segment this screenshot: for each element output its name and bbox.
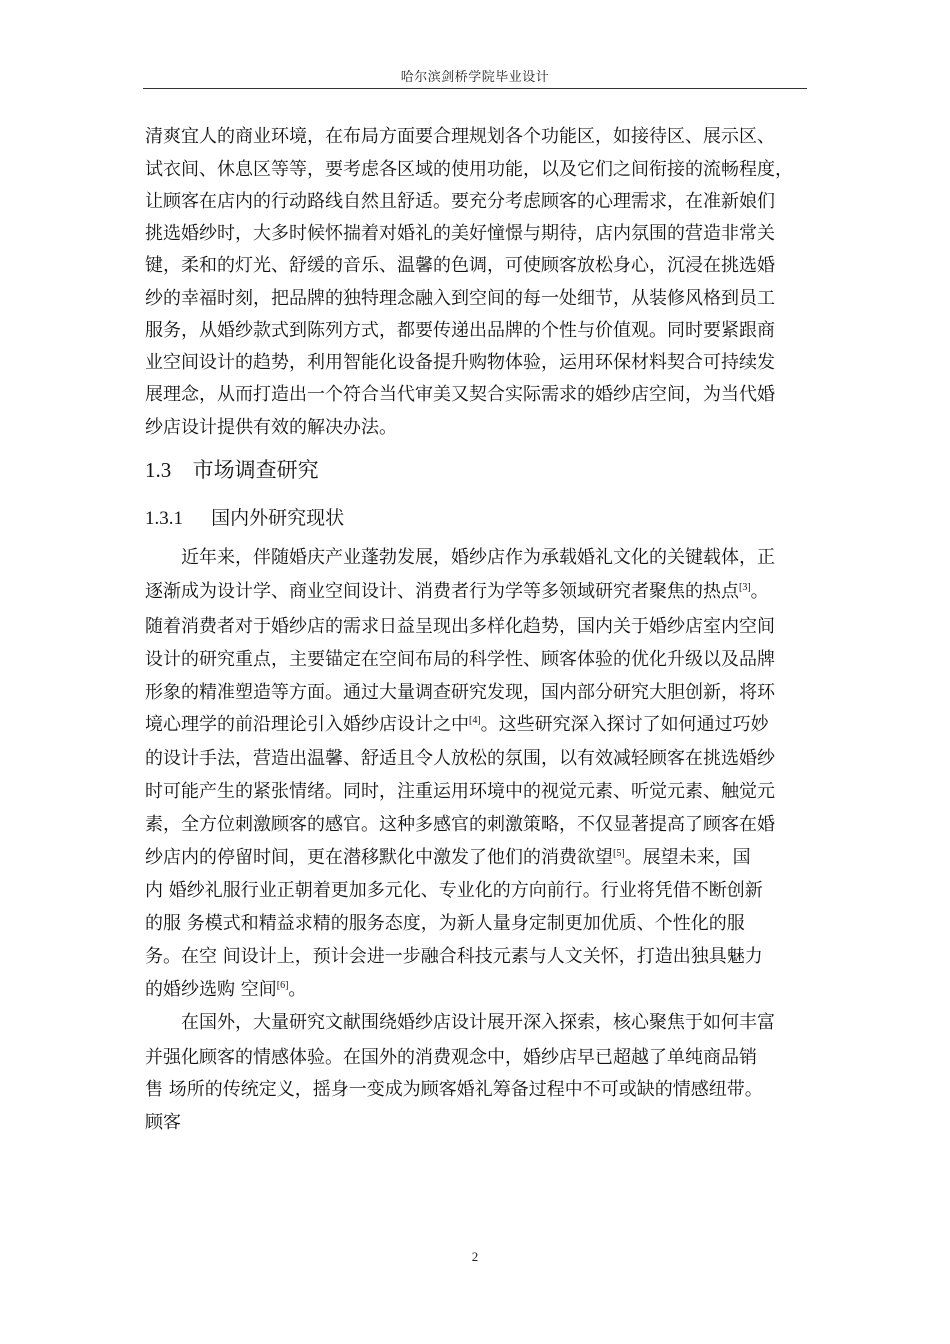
subsection-title: 国内外研究现状: [211, 507, 345, 529]
para1-line-5: 形象的精准塑造等方面。通过大量调查研究发现，国内部分研究大胆创新，将环: [145, 682, 775, 703]
para1-line-11: 内 婚纱礼服行业正朝着更加多元化、专业化的方向前行。行业将凭借不断创新: [145, 880, 763, 901]
para1-line-12: 的服 务模式和精益求精的服务态度，为新人量身定制更加优质、个性化的服: [145, 913, 745, 934]
intro-line-1: 清爽宜人的商业环境，在布局方面要合理规划各个功能区，如接待区、展示区、: [145, 126, 775, 147]
citation-3: [3]: [739, 582, 751, 593]
running-header: 哈尔滨剑桥学院毕业设计: [400, 70, 550, 85]
para1-line-4: 设计的研究重点，主要锚定在空间布局的科学性、顾客体验的优化升级以及品牌: [145, 649, 775, 670]
para1-line-2-tail: 。: [750, 581, 769, 602]
para1-line-10-tail: 。展望未来，国: [624, 847, 751, 868]
intro-line-6: 纱的幸福时刻，把品牌的独特理念融入到空间的每一处细节，从装修风格到员工: [145, 288, 775, 309]
citation-5: [5]: [613, 848, 625, 859]
intro-line-8: 业空间设计的趋势，利用智能化设备提升购物体验，运用环保材料契合可持续发: [145, 352, 775, 373]
para1-line-14: [145, 978, 306, 1002]
intro-line-4: 挑选婚纱时，大多时候怀揣着对婚礼的美好憧憬与期待，店内氛围的营造非常关: [145, 223, 775, 244]
para2-line-2: 并强化顾客的情感体验。在国外的消费观念中，婚纱店早已超越了单纯商品销: [145, 1047, 757, 1068]
citation-4: [4]: [469, 715, 481, 726]
intro-line-3: 让顾客在店内的行动路线自然且舒适。要充分考虑顾客的心理需求，在准新娘们: [145, 191, 775, 212]
para1-line-10-text: 纱店内的停留时间，更在潜移默化中激发了他们的消费欲望: [145, 847, 613, 868]
para1-line-7: 的设计手法，营造出温馨、舒适且令人放松的氛围，以有效减轻顾客在挑选婚纱: [145, 748, 775, 769]
para1-line-2: [145, 580, 769, 604]
para1-line-14-text: 的婚纱选购 空间: [145, 979, 277, 1000]
intro-line-10: 纱店设计提供有效的解决办法。: [145, 417, 397, 438]
para1-line-6: [145, 713, 769, 737]
intro-line-5: 键，柔和的灯光、舒缓的音乐、温馨的色调，可使顾客放松身心，沉浸在挑选婚: [145, 255, 775, 276]
intro-line-7: 服务，从婚纱款式到陈列方式，都要传递出品牌的个性与价值观。同时要紧跟商: [145, 320, 775, 341]
intro-line-2: 试衣间、休息区等等，要考虑各区域的使用功能，以及它们之间衔接的流畅程度，: [145, 159, 793, 180]
para1-line-3: 随着消费者对于婚纱店的需求日益呈现出多样化趋势，国内关于婚纱店室内空间: [145, 616, 775, 637]
para1-line-1: 近年来，伴随婚庆产业蓬勃发展，婚纱店作为承载婚礼文化的关键载体，正: [181, 547, 775, 568]
para2-line-4: 顾客: [145, 1112, 181, 1133]
subsection-number: 1.3.1: [145, 508, 183, 529]
subsection-heading: [145, 506, 344, 531]
para2-line-3: 售 场所的传统定义，摇身一变成为顾客婚礼筹备过程中不可或缺的情感纽带。: [145, 1079, 763, 1100]
para1-line-9: 素，全方位刺激顾客的感官。这种多感官的刺激策略，不仅显著提高了顾客在婚: [145, 814, 775, 835]
header-divider: [143, 88, 807, 89]
section-number: 1.3: [145, 458, 172, 482]
para1-line-8: 时可能产生的紧张情绪。同时，注重运用环境中的视觉元素、听觉元素、触觉元: [145, 781, 775, 802]
citation-6: [6]: [276, 980, 289, 991]
para1-line-10: [145, 846, 751, 870]
intro-line-9: 展理念，从而打造出一个符合当代审美又契合实际需求的婚纱店空间，为当代婚: [145, 384, 775, 405]
para1-line-6-text: 境心理学的前沿理论引入婚纱店设计之中: [145, 714, 469, 735]
page-number: 2: [471, 1249, 479, 1264]
para1-line-13: 务。在空 间设计上，预计会进一步融合科技元素与人文关怀，打造出独具魅力: [145, 946, 763, 967]
section-heading: [145, 457, 319, 483]
para1-line-14-tail: 。: [288, 979, 307, 1000]
para2-line-1: 在国外，大量研究文献围绕婚纱店设计展开深入探索，核心聚焦于如何丰富: [181, 1012, 775, 1033]
section-title: 市场调查研究: [192, 458, 319, 482]
para1-line-2-text: 逐渐成为设计学、商业空间设计、消费者行为学等多领域研究者聚焦的热点: [145, 581, 739, 602]
para1-line-6-tail: 。这些研究深入探讨了如何通过巧妙: [480, 714, 769, 735]
